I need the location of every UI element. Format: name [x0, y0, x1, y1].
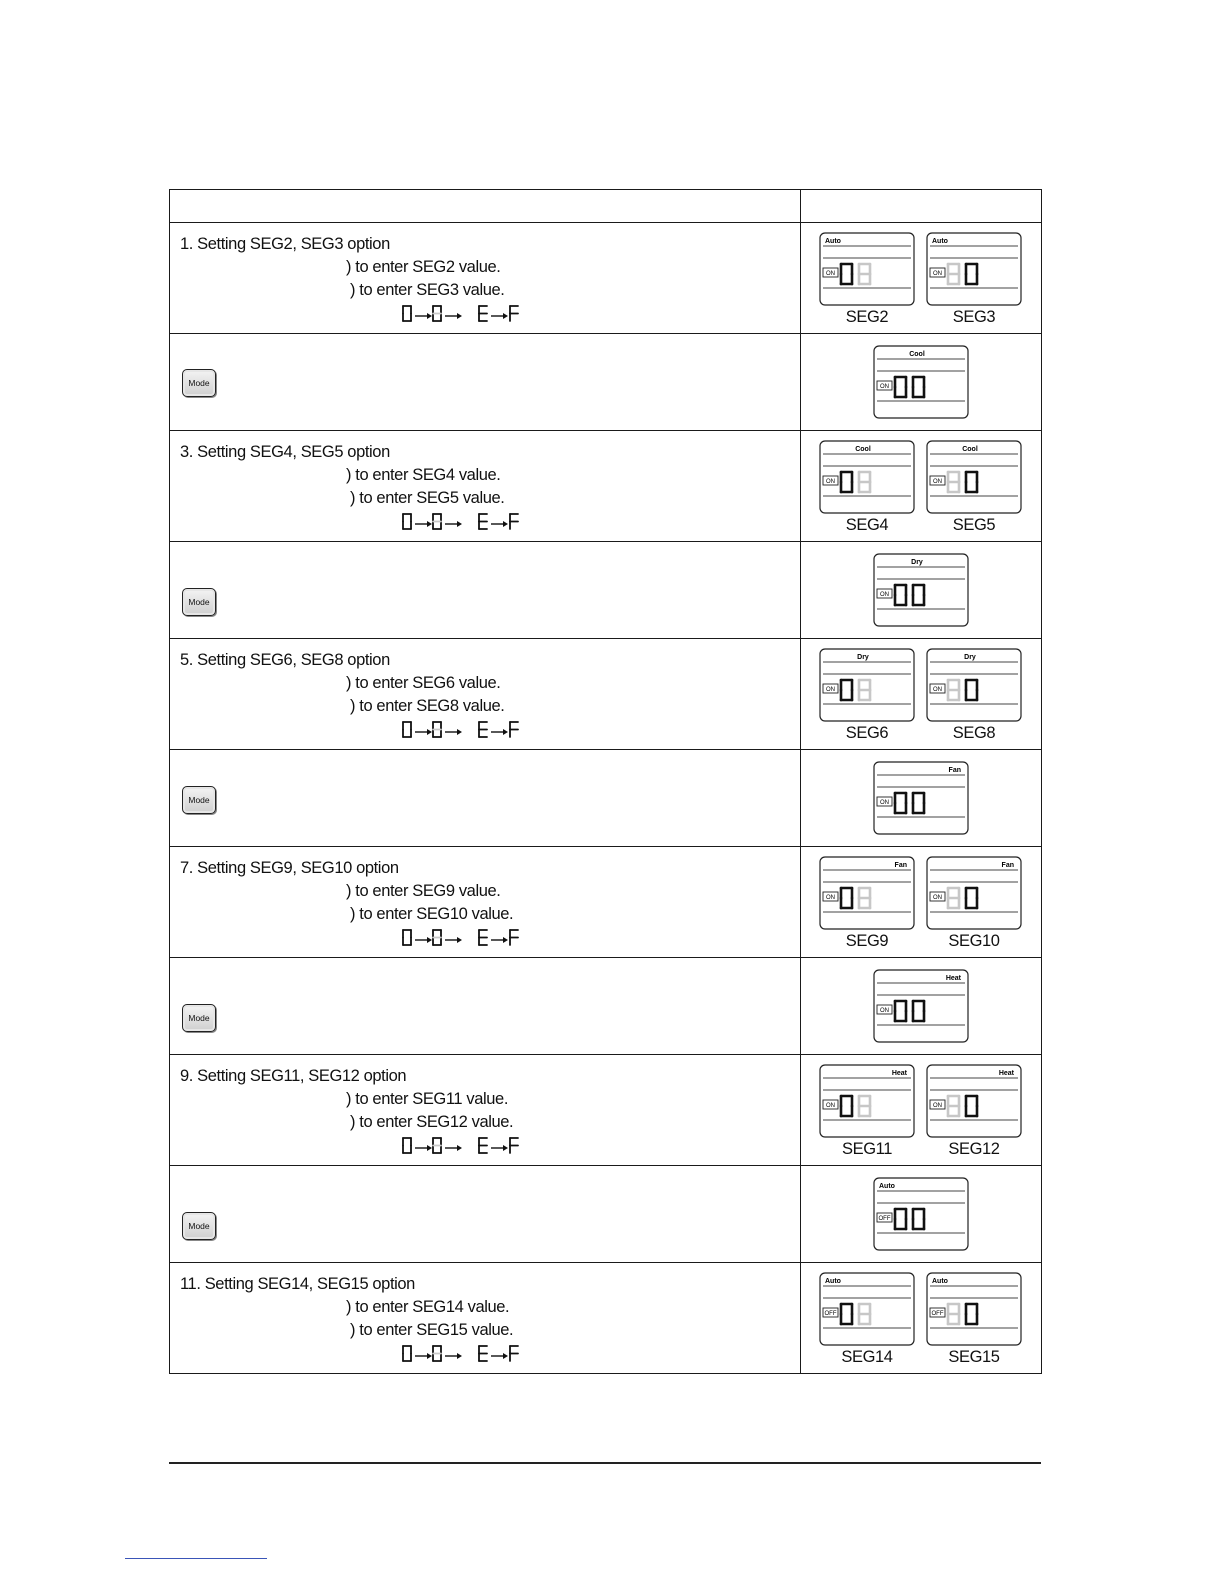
lcd-status-text: ON	[880, 800, 889, 807]
lcd-mode-text: Heat	[891, 1070, 907, 1077]
arrowhead-icon	[457, 1353, 462, 1359]
display-content	[801, 542, 1041, 638]
sequence-digit-f	[510, 514, 518, 529]
procedure-cell	[170, 334, 801, 431]
procedure-content	[170, 334, 800, 430]
lcd-display	[873, 761, 969, 835]
display-cell	[801, 223, 1042, 334]
segment-label: SEG10	[948, 932, 1000, 950]
lcd-status-text: ON	[880, 592, 889, 599]
display-cell	[801, 334, 1042, 431]
procedure-cell	[170, 958, 801, 1055]
procedure-cell	[170, 223, 801, 334]
arrowhead-icon	[427, 313, 432, 319]
display-content	[801, 639, 1041, 749]
mode-step-row	[170, 334, 1042, 431]
segment-label: SEG9	[845, 932, 889, 950]
lcd-mode-text: Auto	[825, 1278, 841, 1285]
lcd-status-text: ON	[826, 1103, 835, 1110]
display-content	[801, 223, 1041, 333]
step-instruction-first: ) to enter SEG14 value.	[346, 1298, 510, 1316]
lcd-display	[819, 648, 915, 722]
arrowhead-icon	[503, 937, 508, 943]
header-cell-display	[801, 190, 1042, 223]
mode-button[interactable]: Mode	[182, 1004, 216, 1032]
display-cell	[801, 1166, 1042, 1263]
value-sequence	[400, 1343, 540, 1365]
display-content	[801, 750, 1041, 846]
lcd-mode-text: Fan	[948, 767, 961, 774]
value-sequence	[400, 719, 540, 741]
procedure-content	[170, 542, 800, 638]
lcd-mode-text: Fan	[1001, 862, 1014, 869]
lcd-mode-text: Auto	[879, 1183, 895, 1190]
procedure-cell	[170, 1055, 801, 1166]
step-instruction-second: ) to enter SEG10 value.	[350, 905, 514, 923]
lcd-display	[926, 1064, 1022, 1138]
arrowhead-icon	[427, 1145, 432, 1151]
step-instruction-second: ) to enter SEG8 value.	[350, 697, 505, 715]
procedure-cell	[170, 431, 801, 542]
lcd-status-text: ON	[933, 1103, 942, 1110]
display-content	[801, 1166, 1041, 1262]
setting-step-row	[170, 847, 1042, 958]
setting-step-row	[170, 223, 1042, 334]
arrowhead-icon	[457, 521, 462, 527]
table-header-row	[170, 190, 1042, 223]
segment-label: SEG12	[948, 1140, 1000, 1158]
lcd-display	[819, 232, 915, 306]
sequence-digit-e	[479, 514, 487, 529]
sequence-digit-8	[433, 722, 441, 737]
footer-rule	[169, 1462, 1041, 1464]
mode-button[interactable]: Mode	[182, 1212, 216, 1240]
sequence-digit-f	[510, 1138, 518, 1153]
sequence-wrapper	[400, 1343, 540, 1370]
step-instruction-second: ) to enter SEG5 value.	[350, 489, 505, 507]
sequence-digit-e	[479, 306, 487, 321]
sequence-digit-e	[479, 1138, 487, 1153]
lcd-display	[926, 232, 1022, 306]
sequence-digit-0	[403, 930, 411, 945]
procedure-content	[170, 847, 800, 957]
lcd-status-text: ON	[880, 384, 889, 391]
sequence-digit-8	[433, 514, 441, 529]
step-title: 9. Setting SEG11, SEG12 option	[180, 1067, 407, 1085]
arrowhead-icon	[427, 937, 432, 943]
procedure-content	[170, 750, 800, 846]
setting-step-row	[170, 1263, 1042, 1374]
lcd-display	[926, 1272, 1022, 1346]
lcd-status-text: ON	[826, 479, 835, 486]
lcd-mode-text: Dry	[964, 654, 976, 661]
value-sequence	[400, 927, 540, 949]
lcd-status-text: ON	[933, 895, 942, 902]
procedure-content	[170, 223, 800, 333]
procedure-cell	[170, 1166, 801, 1263]
lcd-mode-text: Dry	[911, 559, 923, 566]
sequence-digit-8	[433, 1346, 441, 1361]
segment-label: SEG15	[948, 1348, 1000, 1366]
step-title: 5. Setting SEG6, SEG8 option	[180, 651, 390, 669]
setting-step-row	[170, 639, 1042, 750]
step-instruction-second: ) to enter SEG3 value.	[350, 281, 505, 299]
step-instruction-second: ) to enter SEG15 value.	[350, 1321, 514, 1339]
lcd-mode-text: Heat	[945, 975, 961, 982]
sequence-digit-e	[479, 722, 487, 737]
sequence-digit-0	[403, 306, 411, 321]
sequence-digit-0	[403, 1346, 411, 1361]
lcd-mode-text: Auto	[825, 238, 841, 245]
sequence-digit-f	[510, 722, 518, 737]
step-title: 7. Setting SEG9, SEG10 option	[180, 859, 399, 877]
sequence-digit-8	[433, 306, 441, 321]
lcd-mode-text: Heat	[998, 1070, 1014, 1077]
arrowhead-icon	[503, 1145, 508, 1151]
segment-label: SEG3	[952, 308, 996, 326]
lcd-display	[819, 440, 915, 514]
value-sequence	[400, 511, 540, 533]
lcd-mode-text: Cool	[962, 446, 978, 453]
sequence-digit-e	[479, 930, 487, 945]
step-instruction-first: ) to enter SEG11 value.	[346, 1090, 509, 1108]
mode-button[interactable]: Mode	[182, 588, 216, 616]
sequence-digit-e	[479, 1346, 487, 1361]
step-instruction-first: ) to enter SEG2 value.	[346, 258, 501, 276]
procedure-cell	[170, 847, 801, 958]
lcd-status-text: ON	[933, 479, 942, 486]
sequence-digit-8	[433, 1138, 441, 1153]
lcd-status-text: ON	[826, 687, 835, 694]
procedure-content	[170, 431, 800, 541]
step-instruction-second: ) to enter SEG12 value.	[350, 1113, 514, 1131]
display-cell	[801, 847, 1042, 958]
arrowhead-icon	[457, 313, 462, 319]
procedure-content	[170, 1055, 800, 1165]
segment-label: SEG8	[952, 724, 996, 742]
display-cell	[801, 750, 1042, 847]
lcd-display	[873, 553, 969, 627]
setting-step-row	[170, 1055, 1042, 1166]
procedure-content	[170, 958, 800, 1054]
display-content	[801, 847, 1041, 957]
arrowhead-icon	[503, 1353, 508, 1359]
procedure-content	[170, 639, 800, 749]
arrowhead-icon	[457, 729, 462, 735]
sequence-digit-f	[510, 930, 518, 945]
sequence-wrapper	[400, 511, 540, 538]
display-content	[801, 1263, 1041, 1373]
footer-link-underline[interactable]	[125, 1558, 267, 1559]
lcd-mode-text: Dry	[857, 654, 869, 661]
sequence-digit-0	[403, 514, 411, 529]
value-sequence	[400, 1135, 540, 1157]
sequence-digit-8	[433, 930, 441, 945]
procedure-content	[170, 1166, 800, 1262]
lcd-display	[873, 1177, 969, 1251]
mode-button[interactable]: Mode	[182, 369, 216, 397]
header-cell-procedure	[170, 190, 801, 223]
segment-label: SEG14	[841, 1348, 893, 1366]
display-content	[801, 1055, 1041, 1165]
lcd-display	[926, 856, 1022, 930]
mode-button[interactable]: Mode	[182, 786, 216, 814]
procedure-cell	[170, 542, 801, 639]
display-cell	[801, 1263, 1042, 1374]
display-content	[801, 958, 1041, 1054]
step-title: 1. Setting SEG2, SEG3 option	[180, 235, 390, 253]
procedure-content	[170, 1263, 800, 1373]
display-content	[801, 431, 1041, 541]
display-cell	[801, 958, 1042, 1055]
lcd-display	[926, 440, 1022, 514]
display-content	[801, 334, 1041, 430]
segment-label: SEG2	[845, 308, 889, 326]
procedure-cell	[170, 750, 801, 847]
sequence-digit-0	[403, 1138, 411, 1153]
lcd-display	[819, 1272, 915, 1346]
mode-step-row	[170, 1166, 1042, 1263]
mode-step-row	[170, 542, 1042, 639]
lcd-mode-text: Cool	[855, 446, 871, 453]
mode-step-row	[170, 958, 1042, 1055]
procedure-cell	[170, 1263, 801, 1374]
segment-label: SEG11	[842, 1140, 892, 1158]
step-title: 11. Setting SEG14, SEG15 option	[180, 1275, 415, 1293]
arrowhead-icon	[427, 1353, 432, 1359]
lcd-status-text: OFF	[824, 1311, 837, 1318]
lcd-display	[873, 969, 969, 1043]
lcd-mode-text: Fan	[894, 862, 907, 869]
sequence-wrapper	[400, 1135, 540, 1162]
lcd-status-text: ON	[933, 271, 942, 278]
mode-step-row	[170, 750, 1042, 847]
display-cell	[801, 431, 1042, 542]
segment-label: SEG5	[952, 516, 996, 534]
segment-label: SEG6	[845, 724, 889, 742]
value-sequence	[400, 303, 540, 325]
lcd-status-text: OFF	[878, 1216, 891, 1223]
display-cell	[801, 542, 1042, 639]
sequence-wrapper	[400, 719, 540, 746]
lcd-status-text: OFF	[931, 1311, 944, 1318]
lcd-status-text: ON	[826, 271, 835, 278]
sequence-wrapper	[400, 303, 540, 330]
arrowhead-icon	[427, 729, 432, 735]
arrowhead-icon	[427, 521, 432, 527]
lcd-status-text: ON	[880, 1008, 889, 1015]
lcd-status-text: ON	[826, 895, 835, 902]
segment-label: SEG4	[845, 516, 889, 534]
procedure-cell	[170, 639, 801, 750]
display-cell	[801, 1055, 1042, 1166]
arrowhead-icon	[457, 1145, 462, 1151]
setting-steps-table	[169, 189, 1042, 1374]
display-cell	[801, 639, 1042, 750]
arrowhead-icon	[503, 313, 508, 319]
lcd-display	[873, 345, 969, 419]
lcd-display	[819, 856, 915, 930]
lcd-mode-text: Cool	[909, 351, 925, 358]
lcd-display	[819, 1064, 915, 1138]
step-instruction-first: ) to enter SEG9 value.	[346, 882, 501, 900]
setting-step-row	[170, 431, 1042, 542]
sequence-digit-0	[403, 722, 411, 737]
step-title: 3. Setting SEG4, SEG5 option	[180, 443, 390, 461]
lcd-mode-text: Auto	[932, 238, 948, 245]
lcd-mode-text: Auto	[932, 1278, 948, 1285]
arrowhead-icon	[503, 521, 508, 527]
step-instruction-first: ) to enter SEG4 value.	[346, 466, 501, 484]
lcd-display	[926, 648, 1022, 722]
arrowhead-icon	[503, 729, 508, 735]
sequence-digit-f	[510, 306, 518, 321]
lcd-status-text: ON	[933, 687, 942, 694]
step-instruction-first: ) to enter SEG6 value.	[346, 674, 501, 692]
arrowhead-icon	[457, 937, 462, 943]
sequence-wrapper	[400, 927, 540, 954]
sequence-digit-f	[510, 1346, 518, 1361]
